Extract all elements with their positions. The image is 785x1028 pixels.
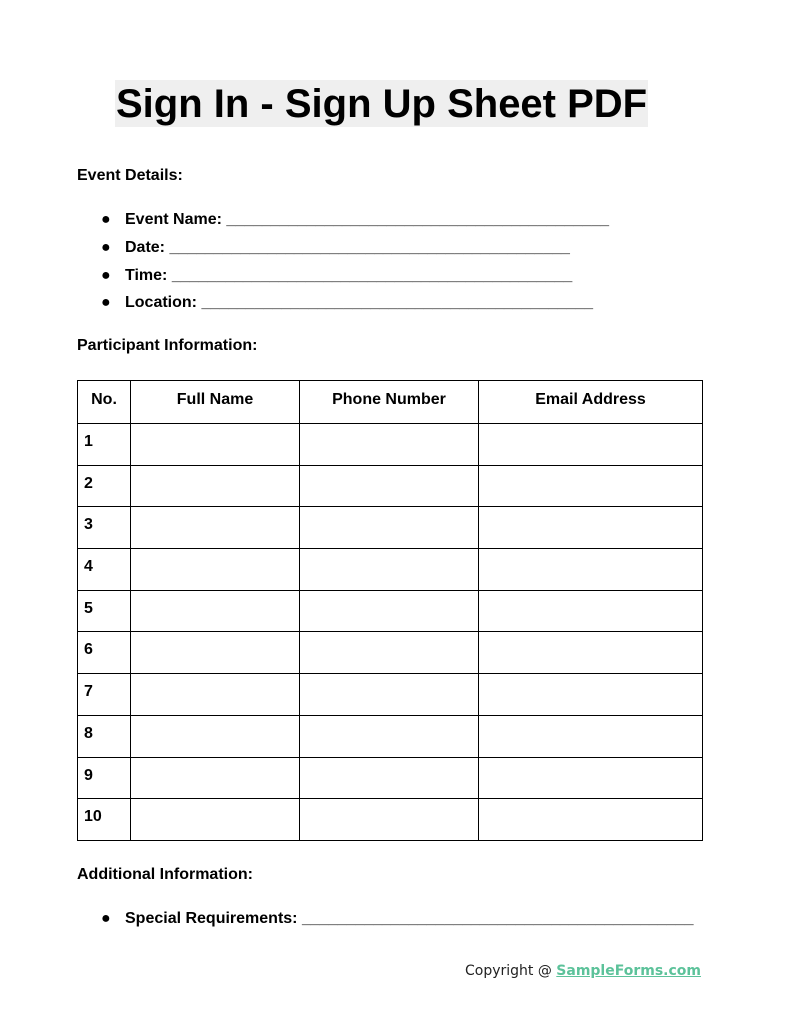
phone-number-cell[interactable]: [300, 632, 479, 674]
table-row: [78, 715, 703, 757]
row-number: 2: [78, 465, 131, 507]
event-name-label: Event Name: ___________________________________________: [125, 211, 609, 228]
location-label: Location: ____________________________________________: [125, 294, 593, 312]
email-address-cell[interactable]: [479, 757, 703, 799]
column-header-no: No.: [78, 381, 131, 424]
phone-number-cell[interactable]: [300, 424, 479, 466]
row-number: 4: [78, 549, 131, 591]
additional-info-list: [101, 905, 693, 933]
full-name-cell[interactable]: [131, 424, 300, 466]
additional-info-heading: Additional Information:: [77, 866, 253, 883]
email-address-cell[interactable]: [479, 799, 703, 841]
bullet-icon: ●: [101, 910, 111, 927]
row-number: 5: [78, 590, 131, 632]
bullet-icon: ●: [101, 266, 111, 284]
date-label: Date: _____________________________________________: [125, 238, 570, 256]
event-details-list: [101, 206, 609, 317]
full-name-cell[interactable]: [131, 590, 300, 632]
table-row: [78, 757, 703, 799]
full-name-cell[interactable]: [131, 799, 300, 841]
date-field[interactable]: [101, 234, 609, 262]
table-row: [78, 424, 703, 466]
table-row: [78, 799, 703, 841]
bullet-icon: ●: [101, 211, 111, 228]
phone-number-cell[interactable]: [300, 674, 479, 716]
email-address-cell[interactable]: [479, 465, 703, 507]
row-number: 1: [78, 424, 131, 466]
phone-number-cell[interactable]: [300, 507, 479, 549]
sampleforms-link[interactable]: SampleForms.com: [556, 963, 701, 979]
row-number: 8: [78, 715, 131, 757]
column-header-phone-number: Phone Number: [300, 381, 479, 424]
participant-info-heading: Participant Information:: [77, 337, 258, 354]
full-name-cell[interactable]: [131, 465, 300, 507]
table-row: [78, 549, 703, 591]
full-name-cell[interactable]: [131, 757, 300, 799]
table-row: [78, 507, 703, 549]
bullet-icon: ●: [101, 238, 111, 256]
page-title: Sign In - Sign Up Sheet PDF: [116, 82, 648, 126]
row-number: 7: [78, 674, 131, 716]
email-address-cell[interactable]: [479, 632, 703, 674]
copyright-text: Copyright @: [464, 963, 557, 979]
full-name-cell[interactable]: [131, 632, 300, 674]
participant-table: [77, 380, 703, 841]
event-name-field[interactable]: [101, 206, 609, 234]
phone-number-cell[interactable]: [300, 590, 479, 632]
special-requirements-label: Special Requirements: ____________________________________________: [125, 910, 694, 927]
email-address-cell[interactable]: [479, 674, 703, 716]
table-row: [78, 674, 703, 716]
time-field[interactable]: [101, 262, 609, 290]
email-address-cell[interactable]: [479, 715, 703, 757]
event-details-heading: Event Details:: [77, 167, 183, 184]
email-address-cell[interactable]: [479, 424, 703, 466]
full-name-cell[interactable]: [131, 715, 300, 757]
full-name-cell[interactable]: [131, 549, 300, 591]
column-header-email-address: Email Address: [479, 381, 703, 424]
row-number: 9: [78, 757, 131, 799]
row-number: 6: [78, 632, 131, 674]
phone-number-cell[interactable]: [300, 799, 479, 841]
phone-number-cell[interactable]: [300, 757, 479, 799]
special-requirements-field[interactable]: [101, 905, 693, 933]
full-name-cell[interactable]: [131, 507, 300, 549]
bullet-icon: ●: [101, 294, 111, 312]
row-number: 10: [78, 799, 131, 841]
table-row: [78, 590, 703, 632]
table-header-row: [78, 381, 703, 424]
email-address-cell[interactable]: [479, 549, 703, 591]
location-field[interactable]: [101, 289, 609, 317]
table-row: [78, 465, 703, 507]
phone-number-cell[interactable]: [300, 549, 479, 591]
phone-number-cell[interactable]: [300, 715, 479, 757]
column-header-full-name: Full Name: [131, 381, 300, 424]
row-number: 3: [78, 507, 131, 549]
full-name-cell[interactable]: [131, 674, 300, 716]
time-label: Time: _____________________________________________: [125, 266, 573, 284]
phone-number-cell[interactable]: [300, 465, 479, 507]
table-row: [78, 632, 703, 674]
copyright-footer: [465, 963, 701, 979]
email-address-cell[interactable]: [479, 590, 703, 632]
email-address-cell[interactable]: [479, 507, 703, 549]
